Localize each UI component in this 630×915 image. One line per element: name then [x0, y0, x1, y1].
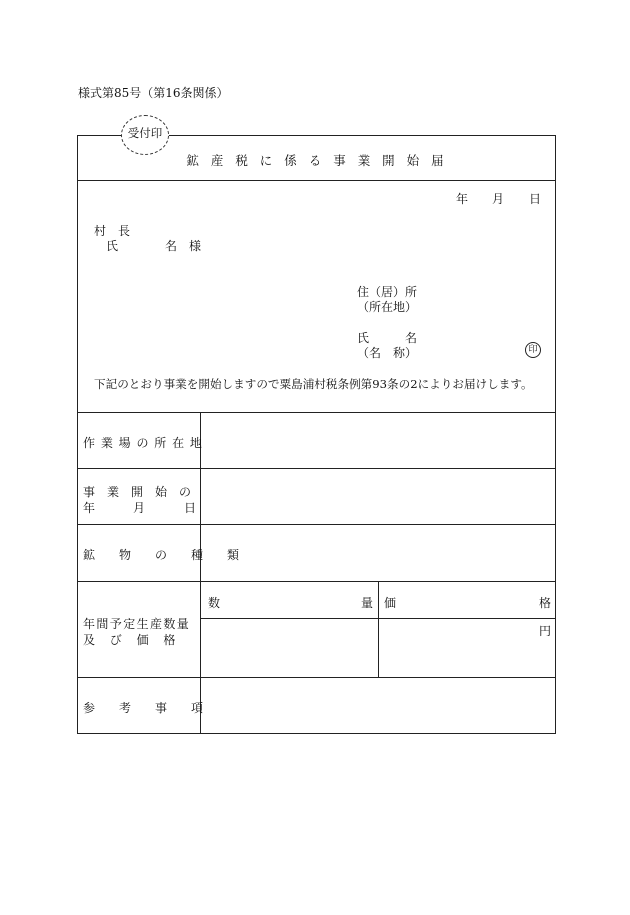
- receipt-stamp-label: 受付印: [127, 126, 163, 140]
- quantity-label: 数: [208, 596, 221, 610]
- box-right: [555, 135, 556, 734]
- applicant-address-label: 住（居）所: [357, 285, 418, 299]
- remarks-label: 参 考 事 項: [83, 701, 204, 715]
- price-unit: 円: [539, 624, 552, 638]
- box-left: [77, 135, 78, 734]
- addressee-name-label: 氏: [106, 239, 119, 253]
- production-label-line2: 及 び 価 格: [83, 633, 177, 647]
- date-month: 月: [492, 192, 505, 206]
- quantity-suffix: 量: [361, 596, 374, 610]
- start-date-day: 日: [184, 501, 197, 515]
- box-bottom: [77, 733, 556, 734]
- form-number: 様式第85号（第16条関係）: [78, 86, 229, 100]
- start-date-label-line1: 事 業 開 始 の: [83, 485, 192, 499]
- quantity-field[interactable]: [201, 619, 378, 677]
- applicant-name-sub: （名 称）: [357, 346, 418, 360]
- date-year: 年: [456, 192, 469, 206]
- title-divider: [77, 180, 556, 181]
- workplace-field[interactable]: [201, 413, 555, 468]
- seal-mark: 印: [525, 342, 541, 358]
- addressee-title: 村 長: [94, 224, 131, 238]
- price-suffix: 格: [539, 596, 552, 610]
- box-top-right: [169, 135, 556, 136]
- price-label: 価: [384, 596, 397, 610]
- production-label-line1: 年間予定生産数量: [83, 617, 191, 631]
- start-date-field[interactable]: [201, 469, 555, 524]
- mineral-type-field[interactable]: [201, 525, 555, 581]
- receipt-stamp: [121, 115, 169, 155]
- addressee-name-suffix: 名 様: [165, 239, 202, 253]
- form-title: 鉱 産 税 に 係 る 事 業 開 始 届: [186, 153, 448, 168]
- mineral-type-label: 鉱 物 の 種 類: [83, 548, 240, 562]
- start-date-month: 月: [133, 501, 146, 515]
- statement-text: 下記のとおり事業を開始しますので粟島浦村税条例第93条の2によりお届けします。: [94, 377, 533, 391]
- applicant-address-sub: （所在地）: [357, 300, 418, 314]
- remarks-field[interactable]: [201, 678, 555, 733]
- price-field[interactable]: [379, 619, 555, 677]
- row-line-3: [77, 581, 556, 582]
- applicant-name-label: 氏 名: [357, 331, 418, 345]
- date-day: 日: [529, 192, 542, 206]
- workplace-label: 作 業 場 の 所 在 地: [83, 436, 203, 450]
- box-top-left: [77, 135, 122, 136]
- start-date-year: 年: [83, 501, 96, 515]
